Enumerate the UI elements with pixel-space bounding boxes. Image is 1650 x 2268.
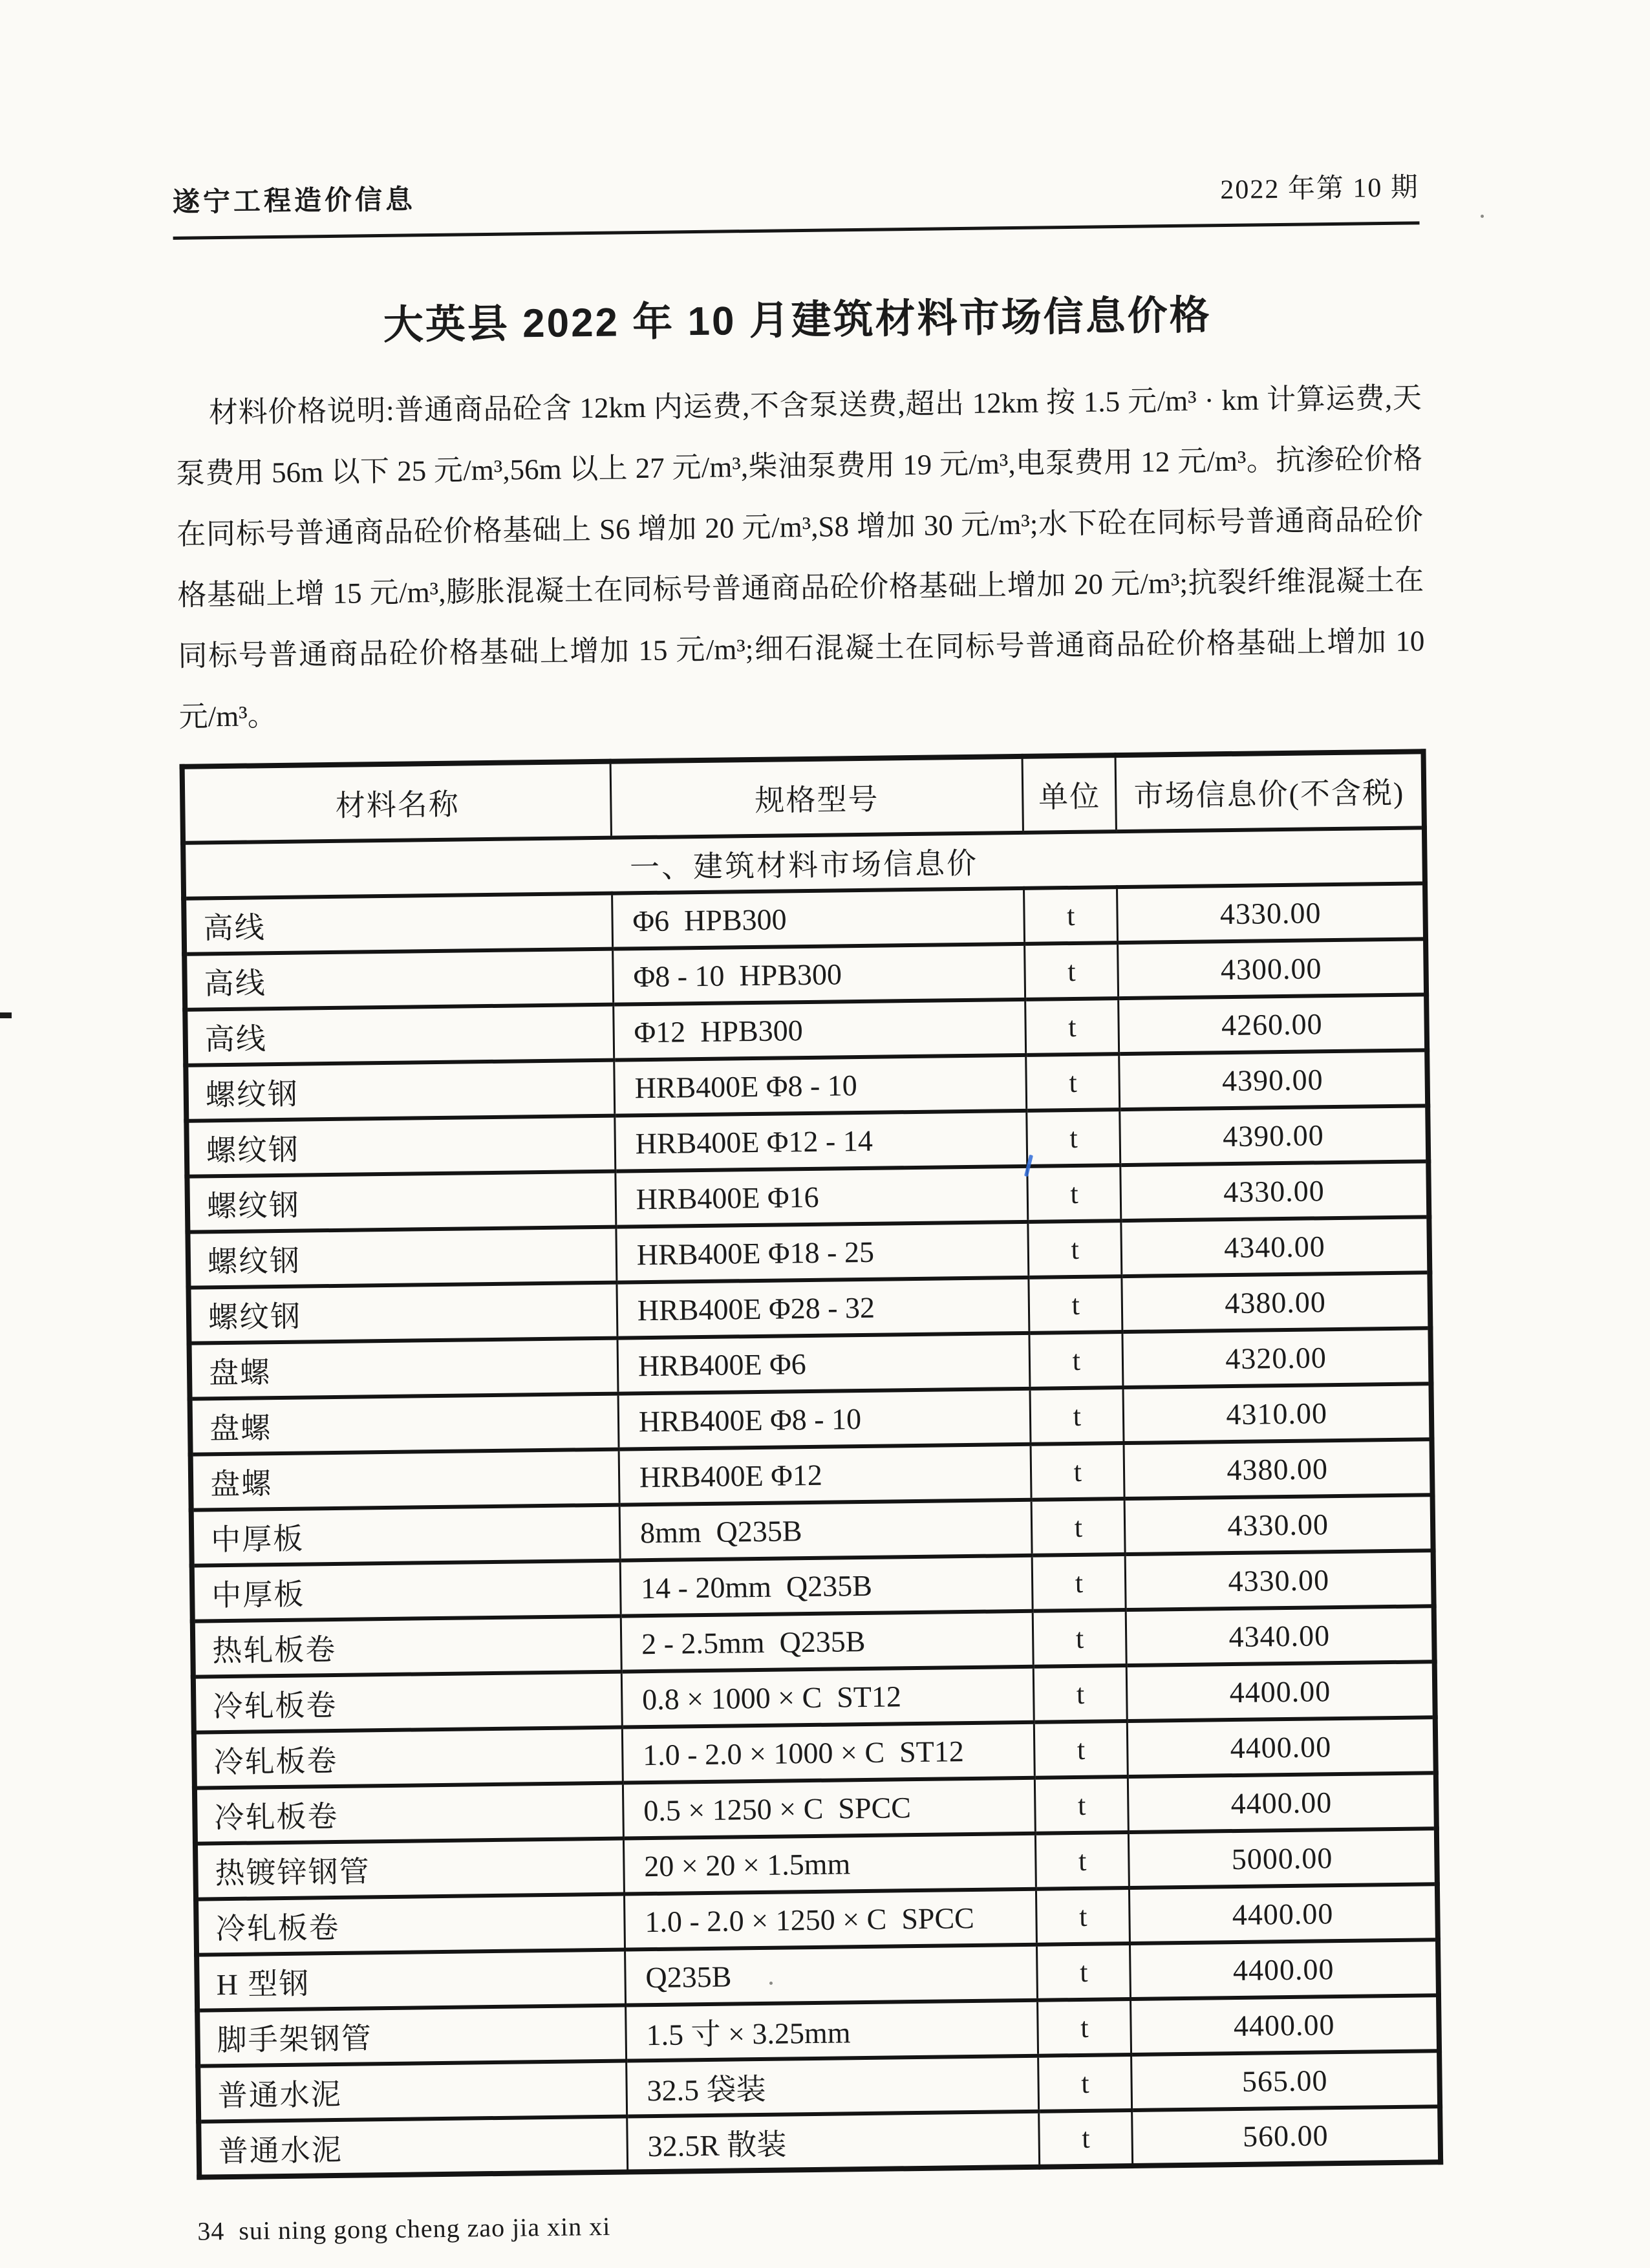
unit-cell: t — [1036, 1832, 1130, 1889]
scan-edge-mark — [0, 1012, 12, 1018]
material-name-cell: 普通水泥 — [198, 2061, 627, 2122]
unit-cell: t — [1025, 998, 1119, 1055]
material-name-cell: 盘螺 — [189, 1338, 618, 1399]
material-name-cell: 高线 — [184, 893, 612, 954]
section-title: 一、建筑材料市场信息价 — [183, 828, 1425, 898]
price-cell: 4330.00 — [1125, 1550, 1433, 1610]
material-name-cell: 螺纹钢 — [188, 1227, 616, 1288]
unit-cell: t — [1025, 943, 1119, 1000]
spec-model-cell: 0.5 × 1250 × C SPCC — [623, 1778, 1035, 1839]
unit-cell: t — [1038, 2055, 1132, 2112]
unit-cell: t — [1035, 1777, 1129, 1834]
spec-model-cell: 2 - 2.5mm Q235B — [621, 1611, 1033, 1672]
unit-cell: t — [1030, 1387, 1124, 1444]
spec-model-cell: HRB400E Φ12 — [619, 1444, 1031, 1505]
material-name-cell: 螺纹钢 — [186, 1060, 614, 1121]
material-name-cell: 脚手架钢管 — [197, 2006, 626, 2066]
price-cell: 560.00 — [1132, 2106, 1441, 2166]
material-name-cell: 螺纹钢 — [188, 1283, 617, 1343]
material-name-cell: 高线 — [185, 1005, 614, 1065]
material-name-cell: 热镀锌钢管 — [195, 1839, 624, 1899]
price-cell: 4400.00 — [1131, 1995, 1439, 2055]
price-cell: 4260.00 — [1119, 994, 1427, 1054]
price-cell: 4330.00 — [1117, 883, 1426, 943]
price-notes-paragraph: 材料价格说明:普通商品砼含 12km 内运费,不含泵送费,超出 12km 按 1.5 元/m³ · km 计算运费,天泵费用 56m 以下 25 元/m³,56m 以上 27 元/m³,柴油泵费用 19 元/m³,电泵费用 12 元/m³。抗渗砼价格在同标号普通商品砼价格基础上 S6 增加 20 元/m³,S8 增加 30 元/m³;水下砼在同标号普通商品砼价格基础上增 15 元/m³,膨胀混凝土在同标号普通商品砼价格基础上增加 20 元/m³;抗裂纤维混凝土在同标号普通商品砼价格基础上增加 15 元/m³;细石混凝土在同标号普通商品砼价格基础上增加 10 元/m³。 — [175, 381, 1425, 733]
material-name-cell: 螺纹钢 — [186, 1116, 615, 1177]
unit-cell: t — [1032, 1554, 1126, 1611]
price-cell: 5000.00 — [1129, 1828, 1437, 1888]
material-name-cell: 冷轧板卷 — [196, 1894, 625, 1955]
page-content — [173, 166, 1444, 2246]
unit-cell: t — [1039, 2110, 1133, 2167]
col-header-unit: 单位 — [1022, 755, 1116, 833]
scan-speck — [769, 1982, 773, 1985]
material-name-cell: 螺纹钢 — [187, 1171, 616, 1232]
material-name-cell: 中厚板 — [191, 1505, 620, 1566]
spec-model-cell: HRB400E Φ8 - 10 — [618, 1389, 1031, 1450]
spec-model-cell: 8mm Q235B — [619, 1500, 1032, 1561]
col-header-material-name: 材料名称 — [182, 762, 612, 843]
material-name-cell: H 型钢 — [197, 1950, 625, 2011]
price-cell: 4400.00 — [1130, 1884, 1438, 1943]
unit-cell: t — [1034, 1665, 1128, 1722]
unit-cell: t — [1031, 1499, 1125, 1556]
spec-model-cell: 1.0 - 2.0 × 1000 × C ST12 — [622, 1722, 1034, 1783]
price-cell: 4390.00 — [1120, 1106, 1428, 1165]
material-name-cell: 盘螺 — [190, 1394, 619, 1455]
material-name-cell: 冷轧板卷 — [193, 1672, 622, 1733]
material-name-cell: 中厚板 — [192, 1561, 621, 1621]
spec-model-cell: HRB400E Φ16 — [616, 1166, 1028, 1227]
price-cell: 4330.00 — [1124, 1495, 1433, 1554]
price-cell: 4380.00 — [1124, 1439, 1432, 1499]
running-header — [173, 166, 1420, 220]
price-cell: 4400.00 — [1127, 1662, 1435, 1721]
spec-model-cell: HRB400E Φ28 - 32 — [617, 1278, 1029, 1338]
table-header-row — [182, 751, 1424, 842]
unit-cell: t — [1034, 1721, 1128, 1778]
spec-model-cell: 0.8 × 1000 × C ST12 — [621, 1667, 1034, 1728]
unit-cell: t — [1036, 1888, 1130, 1945]
spec-model-cell: HRB400E Φ6 — [617, 1333, 1030, 1394]
unit-cell: t — [1029, 1276, 1122, 1333]
spec-model-cell: HRB400E Φ18 - 25 — [616, 1222, 1029, 1283]
unit-cell: t — [1024, 887, 1118, 944]
price-cell: 4330.00 — [1120, 1161, 1429, 1221]
spec-model-cell: 20 × 20 × 1.5mm — [623, 1834, 1036, 1894]
price-cell: 565.00 — [1131, 2051, 1440, 2110]
unit-cell: t — [1026, 1054, 1120, 1111]
unit-cell: t — [1029, 1332, 1123, 1389]
spec-model-cell: HRB400E Φ8 - 10 — [614, 1055, 1027, 1116]
unit-cell: t — [1033, 1610, 1127, 1667]
unit-cell: t — [1027, 1165, 1121, 1222]
unit-cell: t — [1037, 1943, 1131, 2000]
col-header-market-price: 市场信息价(不含税) — [1115, 751, 1424, 831]
unit-cell: t — [1031, 1443, 1124, 1500]
material-name-cell: 冷轧板卷 — [194, 1728, 623, 1788]
scan-speck — [1481, 215, 1484, 218]
price-cell: 4390.00 — [1119, 1050, 1428, 1109]
header-rule — [173, 221, 1420, 240]
material-name-cell: 热轧板卷 — [193, 1616, 621, 1677]
price-cell: 4320.00 — [1122, 1328, 1431, 1387]
material-name-cell: 普通水泥 — [198, 2117, 627, 2177]
price-cell: 4310.00 — [1123, 1384, 1431, 1443]
spec-model-cell: 1.0 - 2.0 × 1250 × C SPCC — [624, 1889, 1036, 1950]
spec-model-cell: Φ12 HPB300 — [614, 1000, 1026, 1060]
journal-title: 遂宁工程造价信息 — [172, 184, 416, 217]
price-cell: 4400.00 — [1130, 1940, 1439, 1999]
price-cell: 4380.00 — [1122, 1272, 1430, 1332]
material-name-cell: 高线 — [184, 949, 613, 1010]
price-cell: 4400.00 — [1128, 1717, 1436, 1777]
material-price-table — [180, 749, 1444, 2179]
price-cell: 4300.00 — [1118, 939, 1426, 998]
page-title: 大英县 2022 年 10 月建筑材料市场信息价格 — [383, 293, 1212, 348]
unit-cell: t — [1027, 1109, 1120, 1166]
price-cell: 4340.00 — [1121, 1217, 1430, 1276]
spec-model-cell: Φ8 - 10 HPB300 — [613, 944, 1025, 1005]
unit-cell: t — [1028, 1221, 1122, 1278]
spec-model-cell: Φ6 HPB300 — [612, 888, 1024, 949]
spec-model-cell: Q235B — [625, 1945, 1037, 2006]
page-footer-pinyin: 34 sui ning gong cheng zao jia xin xi — [197, 2211, 611, 2246]
material-name-cell: 盘螺 — [191, 1450, 619, 1510]
issue-number: 2022 年第 10 期 — [1220, 173, 1420, 206]
spec-model-cell: 14 - 20mm Q235B — [620, 1556, 1033, 1616]
spec-model-cell: 1.5 寸 × 3.25mm — [625, 2000, 1038, 2061]
material-name-cell: 冷轧板卷 — [195, 1783, 623, 1844]
spec-model-cell: HRB400E Φ12 - 14 — [615, 1111, 1027, 1171]
spec-model-cell: 32.5R 散装 — [627, 2112, 1040, 2172]
price-cell: 4340.00 — [1126, 1606, 1434, 1665]
unit-cell: t — [1038, 1999, 1131, 2056]
col-header-spec-model: 规格型号 — [610, 756, 1023, 838]
spec-model-cell: 32.5 袋装 — [627, 2056, 1039, 2117]
price-cell: 4400.00 — [1128, 1773, 1437, 1832]
